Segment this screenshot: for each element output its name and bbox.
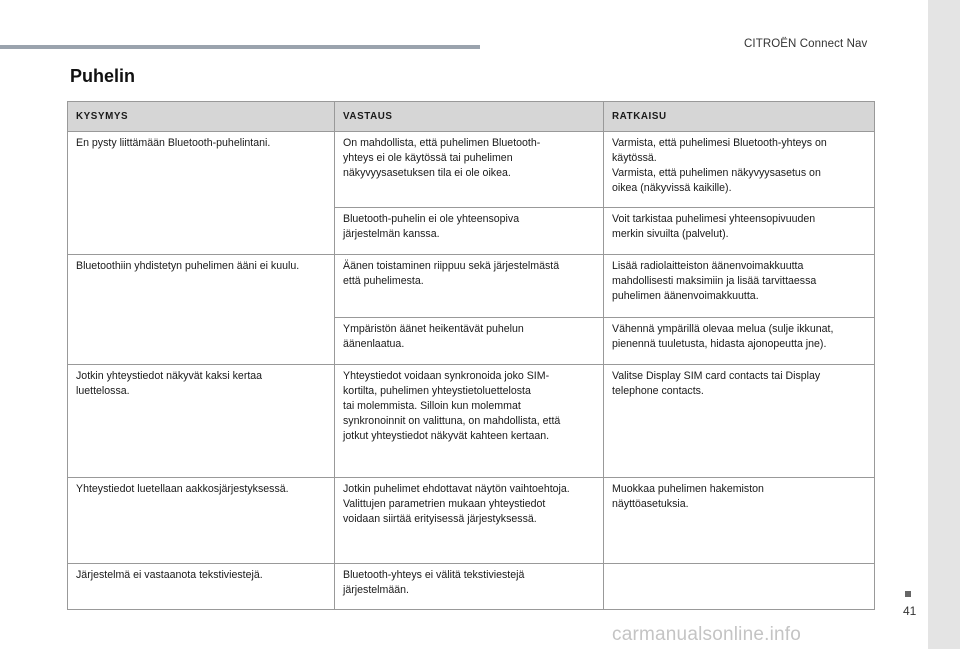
solution-text: Varmista, että puhelimen näkyvyysasetus on: [612, 167, 821, 179]
question-text: En pysty liittämään Bluetooth-puhelintani.: [76, 137, 271, 149]
table-row: [68, 478, 875, 564]
solution-text: näyttöasetuksia.: [612, 498, 689, 510]
question-cell: [68, 132, 335, 255]
question-cell: [68, 365, 335, 478]
answer-text: järjestelmän kanssa.: [343, 228, 440, 240]
table-row: [68, 564, 875, 610]
table-body: [68, 132, 875, 610]
question-cell: [68, 255, 335, 365]
solution-text: Vähennä ympärillä olevaa melua (sulje ikkunat,: [612, 323, 834, 335]
table-row: [68, 255, 875, 318]
answer-cell: [335, 208, 604, 255]
answer-text: Äänen toistaminen riippuu sekä järjestelmästä: [343, 260, 560, 272]
answer-cell: [335, 365, 604, 478]
column-header-solution: RATKAISU: [604, 102, 875, 132]
answer-text: järjestelmään.: [343, 584, 409, 596]
answer-text: Bluetooth-puhelin ei ole yhteensopiva: [343, 213, 520, 225]
solution-cell: [604, 318, 875, 365]
column-header-answer: VASTAUS: [335, 102, 604, 132]
answer-text: Ympäristön äänet heikentävät puhelun: [343, 323, 524, 335]
answer-text: tai molemmista. Silloin kun molemmat: [343, 400, 521, 412]
answer-text: voidaan siirtää erityisessä järjestyksessä.: [343, 513, 537, 525]
watermark-text: carmanualsonline.info: [612, 624, 802, 645]
answer-cell: [335, 564, 604, 610]
answer-text: kortilta, puhelimen yhteystietoluettelosta: [343, 385, 531, 397]
question-text: Yhteystiedot luetellaan aakkosjärjestyksessä.: [76, 483, 289, 495]
solution-text: merkin sivuilta (palvelut).: [612, 228, 729, 240]
answer-text: äänenlaatua.: [343, 338, 405, 350]
solution-text: käytössä.: [612, 152, 657, 164]
question-text: Bluetoothiin yhdistetyn puhelimen ääni ei kuulu.: [76, 260, 300, 272]
troubleshooting-table: [67, 101, 875, 610]
answer-cell: [335, 132, 604, 208]
question-text: Järjestelmä ei vastaanota tekstiviestejä.: [76, 569, 263, 581]
answer-text: Valittujen parametrien mukaan yhteystiedot: [343, 498, 546, 510]
solution-text: telephone contacts.: [612, 385, 704, 397]
answer-cell: [335, 478, 604, 564]
answer-text: Bluetooth-yhteys ei välitä tekstiviestejä: [343, 569, 525, 581]
answer-text: jotkut yhteystiedot näkyvät kahteen kertaan.: [343, 430, 550, 442]
solution-text: Lisää radiolaitteiston äänenvoimakkuutta: [612, 260, 804, 272]
solution-text: Muokkaa puhelimen hakemiston: [612, 483, 764, 495]
solution-cell: [604, 132, 875, 208]
solution-text: pienennä tuuletusta, hidasta ajonopeutta jne).: [612, 338, 827, 350]
page-title: Puhelin: [70, 66, 136, 86]
answer-text: On mahdollista, että puhelimen Bluetooth-: [343, 137, 541, 149]
solution-text: Valitse Display SIM card contacts tai Display: [612, 370, 821, 382]
table-row: [68, 132, 875, 208]
solution-text: puhelimen äänenvoimakkuutta.: [612, 290, 759, 302]
solution-text: Varmista, että puhelimesi Bluetooth-yhteys on: [612, 137, 827, 149]
page-number: 41: [903, 604, 917, 618]
table-header-row: [68, 102, 875, 132]
page-marker: [905, 591, 911, 597]
question-text: Jotkin yhteystiedot näkyvät kaksi kertaa: [76, 370, 263, 382]
column-header-question: KYSYMYS: [68, 102, 335, 132]
answer-text: synkronoinnit on valittuna, on mahdollista, että: [343, 415, 561, 427]
page-sidebar: [928, 0, 960, 649]
question-text: luettelossa.: [76, 385, 130, 397]
solution-cell: [604, 564, 875, 610]
question-cell: [68, 564, 335, 610]
solution-cell: [604, 365, 875, 478]
answer-text: yhteys ei ole käytössä tai puhelimen: [343, 152, 513, 164]
answer-text: näkyvyysasetuksen tila ei ole oikea.: [343, 167, 511, 179]
brand-label: CITROËN Connect Nav: [744, 38, 868, 50]
solution-text: Voit tarkistaa puhelimesi yhteensopivuuden: [612, 213, 816, 225]
answer-cell: [335, 255, 604, 318]
answer-text: Yhteystiedot voidaan synkronoida joko SIM-: [343, 370, 550, 382]
answer-cell: [335, 318, 604, 365]
header-rule: [0, 45, 480, 49]
solution-text: mahdollisesti maksimiin ja lisää tarvittaessa: [612, 275, 817, 287]
solution-text: oikea (näkyvissä kaikille).: [612, 182, 732, 194]
solution-cell: [604, 478, 875, 564]
answer-text: Jotkin puhelimet ehdottavat näytön vaihtoehtoja.: [343, 483, 570, 495]
solution-cell: [604, 255, 875, 318]
answer-text: että puhelimesta.: [343, 275, 424, 287]
solution-cell: [604, 208, 875, 255]
question-cell: [68, 478, 335, 564]
table-row: [68, 365, 875, 478]
